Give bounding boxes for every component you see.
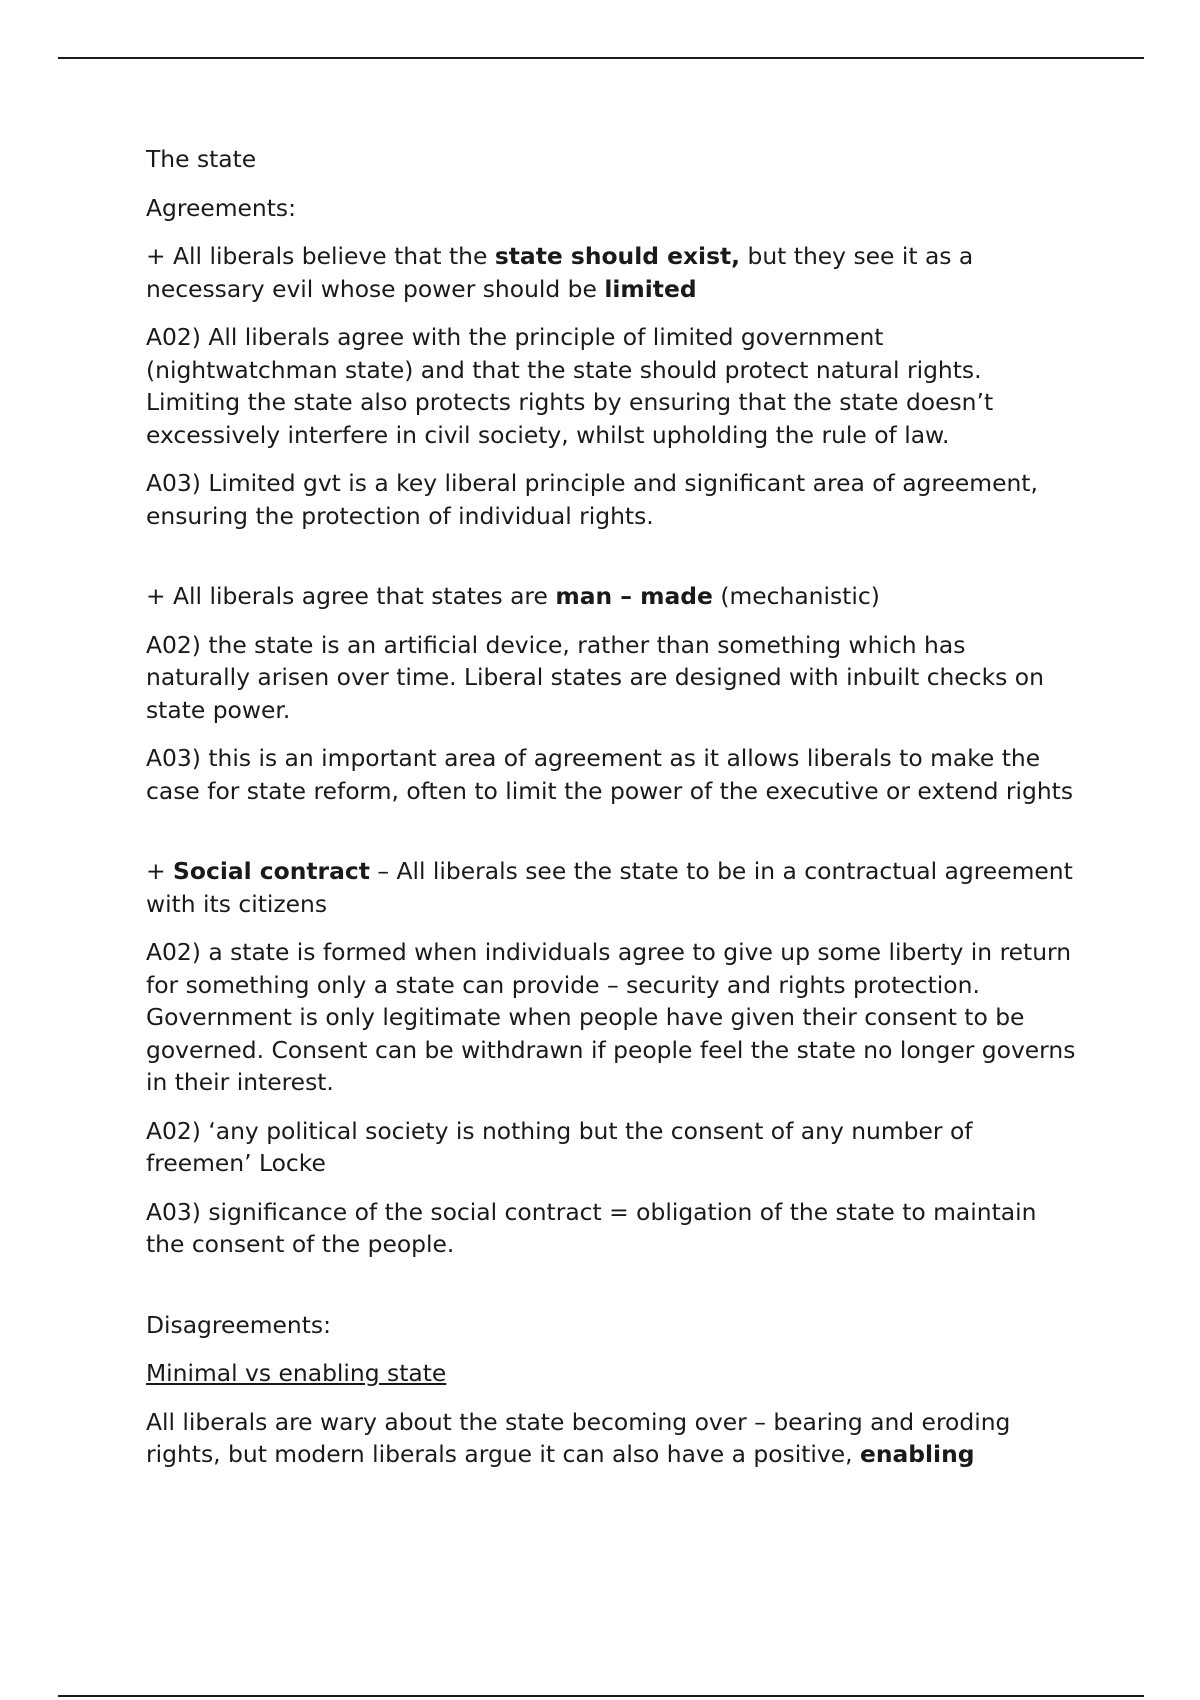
bold-phrase: limited xyxy=(604,274,697,303)
point-text: – All liberals see the state to be in a contractual agreement with its citizens xyxy=(146,857,1073,918)
point-text: but they see it as a necessary evil whose power should be xyxy=(146,242,974,303)
page-title: The state xyxy=(146,145,257,173)
final-paragraph xyxy=(146,1406,1076,1471)
agreements-label: Agreements: xyxy=(146,193,296,222)
ao2-quote-paragraph: A02) ‘any political society is nothing but the consent of any number of freemen’ Locke xyxy=(146,1116,973,1177)
point-text: (mechanistic) xyxy=(712,582,880,610)
document-body xyxy=(146,143,1076,1487)
point-text: + xyxy=(146,857,174,885)
agreement-point-social-contract xyxy=(146,855,1076,920)
agreement-point-man-made xyxy=(146,580,1076,613)
disagreements-label: Disagreements: xyxy=(146,1310,332,1339)
section-subheading: Minimal vs enabling state xyxy=(146,1359,447,1387)
bold-phrase: man – made xyxy=(555,582,713,610)
paragraph-text: All liberals are wary about the state becoming over – bearing and eroding rights, but modern liberals argue it can also have a positive, xyxy=(146,1407,1011,1468)
agreement-point-limited-state xyxy=(146,240,1076,305)
ao2-paragraph: A02) the state is an artificial device, rather than something which has naturally arisen over time. Liberal states are designed with inbuilt checks on state power. xyxy=(146,630,1044,724)
top-rule xyxy=(58,57,1144,59)
ao3-paragraph: A03) significance of the social contract = obligation of the state to maintain the consent of the people. xyxy=(146,1197,1037,1258)
ao3-paragraph: A03) this is an important area of agreement as it allows liberals to make the case for state reform, often to limit the power of the executive or extend rights xyxy=(146,744,1074,805)
ao2-paragraph: A02) a state is formed when individuals agree to give up some liberty in return for something only a state can provide – security and rights protection. Government is only legitimate when people have given their consent to be governed. Consent can be withdrawn if people feel the state no longer governs in their interest. xyxy=(146,938,1076,1096)
point-text: + All liberals agree that states are xyxy=(146,582,556,610)
bold-phrase: state should exist, xyxy=(494,242,741,270)
bold-phrase: Social contract xyxy=(173,857,370,885)
ao2-paragraph: A02) All liberals agree with the principle of limited government (nightwatchman state) and that the state should protect natural rights. Limiting the state also protects rights by ensuring that the state doesn’t excessively interfere in civil society, whilst upholding the rule of law. xyxy=(146,323,994,449)
ao3-paragraph: A03) Limited gvt is a key liberal principle and significant area of agreement, ensuring the protection of individual rights. xyxy=(146,469,1038,530)
bold-phrase: enabling xyxy=(859,1440,975,1468)
bottom-rule xyxy=(58,1695,1144,1697)
point-text: + All liberals believe that the xyxy=(146,242,495,270)
